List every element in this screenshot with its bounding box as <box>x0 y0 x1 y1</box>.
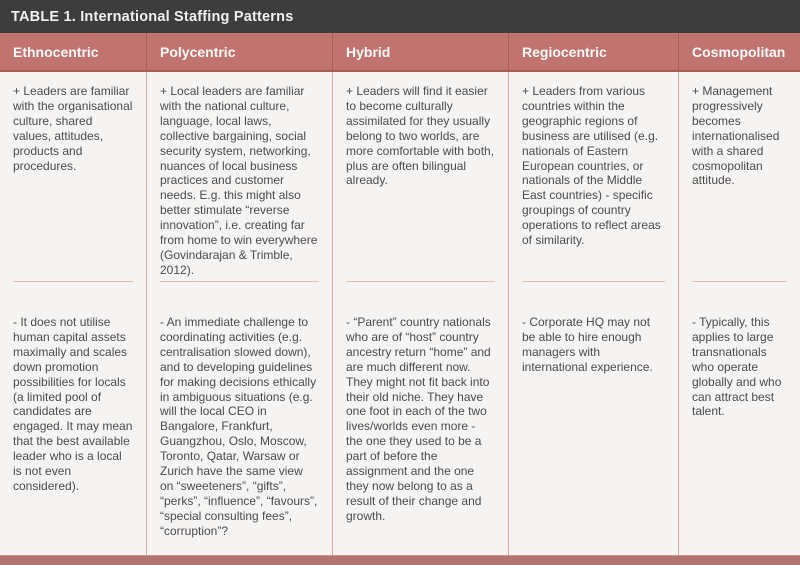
advantages-cell: + Leaders will find it easier to become culturally assimilated for they usually belong to two worlds, are more comfortable with both, plus are often bilingual already. <box>346 84 495 188</box>
column-cosmopolitan <box>678 33 800 555</box>
disadvantages-cell: - It does not utilise human capital assets maximally and scales down promotion possibilities for locals (a limited pool of candidates are engaged. It may mean that the best available leader who is a local is not even considered). <box>13 315 133 493</box>
column-body <box>146 72 332 555</box>
column-header-hybrid: Hybrid <box>332 33 508 72</box>
disadvantages-cell: - Corporate HQ may not be able to hire enough managers with international experience. <box>522 315 653 374</box>
column-body <box>332 72 508 555</box>
column-body <box>508 72 678 555</box>
disadvantages-cell: - “Parent” country nationals who are of “host” country ancestry return “home” and are much different now. They might not fit back into their old niche. They have one foot in each of the two lives/worlds even more - the one they used to be a part of before the assignment and the one they now belong to as a result of their change and growth. <box>346 315 491 523</box>
table-title: TABLE 1. International Staffing Patterns <box>11 8 294 25</box>
column-header-regiocentric: Regiocentric <box>508 33 678 72</box>
advantages-cell: + Leaders from various countries within the geographic regions of business are utilised (e.g. nationals of Eastern European countries, or nationals of the Middle East countries) - specific groupings of country operations to reflect areas of similarity. <box>522 84 661 248</box>
disadvantages-cell: - An immediate challenge to coordinating activities (e.g. centralisation slowed down), and to developing guidelines for making decisions ethically in ambiguous situations (e.g. will the local CEO in Bangalore, Frankfurt, Guangzhou, Oslo, Moscow, Toronto, Qatar, Warsaw or Zurich have the same view on “sweeteners”, “gifts”, “perks”, “influence”, “favours”, “special consulting fees”, “corruption”? <box>160 315 318 538</box>
advantages-cell: + Leaders are familiar with the organisational culture, shared values, attitudes, products and procedures. <box>13 84 133 173</box>
column-header-cosmopolitan: Cosmopolitan <box>678 33 800 72</box>
column-ethnocentric <box>0 33 146 555</box>
staffing-patterns-table <box>0 33 800 555</box>
column-header-polycentric: Polycentric <box>146 33 332 72</box>
table-footer-bar <box>0 555 800 565</box>
advantages-cell: + Local leaders are familiar with the national culture, language, local laws, collective bargaining, social security system, networking, nuances of local business practices and customer needs. E.g. this might also better stimulate “reverse innovation”, i.e. creating far from home to win everywhere (Govindarajan & Trimble, 2012). <box>160 84 318 277</box>
table-title-bar <box>0 0 800 33</box>
advantages-cell: + Management progressively becomes internationalised with a shared cosmopolitan attitude. <box>692 84 780 188</box>
column-polycentric <box>146 33 332 555</box>
column-header-ethnocentric: Ethnocentric <box>0 33 146 72</box>
column-hybrid <box>332 33 508 555</box>
column-body <box>678 72 800 555</box>
column-regiocentric <box>508 33 678 555</box>
disadvantages-cell: - Typically, this applies to large transnationals who operate globally and who can attract best talent. <box>692 315 782 419</box>
column-body <box>0 72 146 555</box>
